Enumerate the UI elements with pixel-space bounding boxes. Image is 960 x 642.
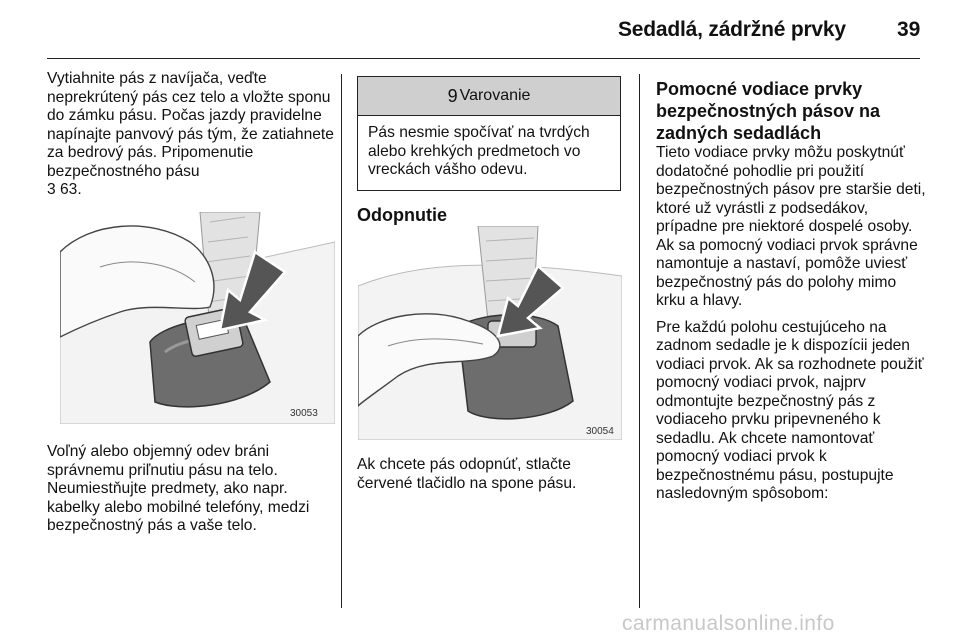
figure-buckle-fasten — [60, 212, 335, 424]
header-rule — [47, 58, 920, 59]
section-title-comfort-guides: Pomocné vodiace prvky bezpečnostných pásov na zadných sedadlách — [656, 79, 881, 143]
column-1-lower — [47, 443, 339, 536]
column-2 — [357, 76, 622, 226]
warning-header — [358, 77, 620, 116]
figure-number: 30054 — [586, 426, 614, 437]
warning-box — [357, 76, 621, 191]
paragraph-guides-intro: Tieto vodiace prvky môžu poskytnúť dodatočné pohodlie pri použití bezpečnostných pásov pre staršie deti, ktoré už vyrástli z podsedákov, prípadne pre niektoré dospelé osoby. Ak sa pomocný vodiaci prvok správne namontuje a nastaví, pomôže uviesť bezpečnostný pás do polohy mimo krku a hlavy. — [656, 144, 926, 309]
column-divider-2 — [639, 74, 640, 608]
warning-text: Pás nesmie spočívať na tvrdých alebo krehkých predmetoch vo vreckách vášho odevu. — [368, 124, 590, 178]
warning-icon: 9 — [447, 85, 458, 106]
paragraph-clothing-warning: Voľný alebo objemný odev bráni správnemu priľnutiu pásu na telo. Neumiestňujte predmety, ako napr. kabelky alebo mobilné telefóny, medzi bezpečnostný pás a vaše telo. — [47, 443, 310, 534]
column-2-lower — [357, 456, 622, 493]
column-divider-1 — [341, 74, 342, 608]
page-title: Sedadlá, zádržné prvky — [618, 18, 846, 41]
figure-buckle-release — [358, 226, 622, 440]
watermark: carmanualsonline.info — [622, 612, 835, 635]
page-reference: 3 63. — [47, 181, 82, 198]
warning-title: Varovanie — [459, 87, 531, 104]
paragraph-buckle-instructions — [47, 70, 337, 200]
page-number: 39 — [897, 18, 921, 41]
paragraph-unbuckle: Ak chcete pás odopnúť, stlačte červené tlačidlo na spone pásu. — [357, 456, 577, 492]
illustration-fasten-belt — [60, 212, 335, 424]
paragraph-guides-install: Pre každú polohu cestujúceho na zadnom sedadle je k dispozícii jeden vodiaci prvok. Ak sa rozhodnete použiť pomocný vodiaci prvok, najprv odmontujte bezpečnostný pás z vodiaceho prvku pripevneného k sedadlu. Ak chcete namontovať pomocný vodiaci prvok k bezpečnostnému pásu, postupujte nasledovným spôsobom: — [656, 318, 924, 502]
paragraph-text: Vytiahnite pás z navíjača, veďte neprekrútený pás cez telo a vložte sponu do zámku pásu. Počas jazdy pravidelne napínajte panvový pás tým, že zatiahnete za bedrový pás. Pripomenutie bezpečnostného pásu — [47, 70, 334, 180]
column-1 — [47, 70, 337, 200]
section-title-unbuckle: Odopnutie — [357, 204, 447, 225]
figure-number: 30053 — [290, 408, 318, 419]
column-3 — [656, 78, 926, 512]
illustration-release-belt — [358, 226, 622, 440]
